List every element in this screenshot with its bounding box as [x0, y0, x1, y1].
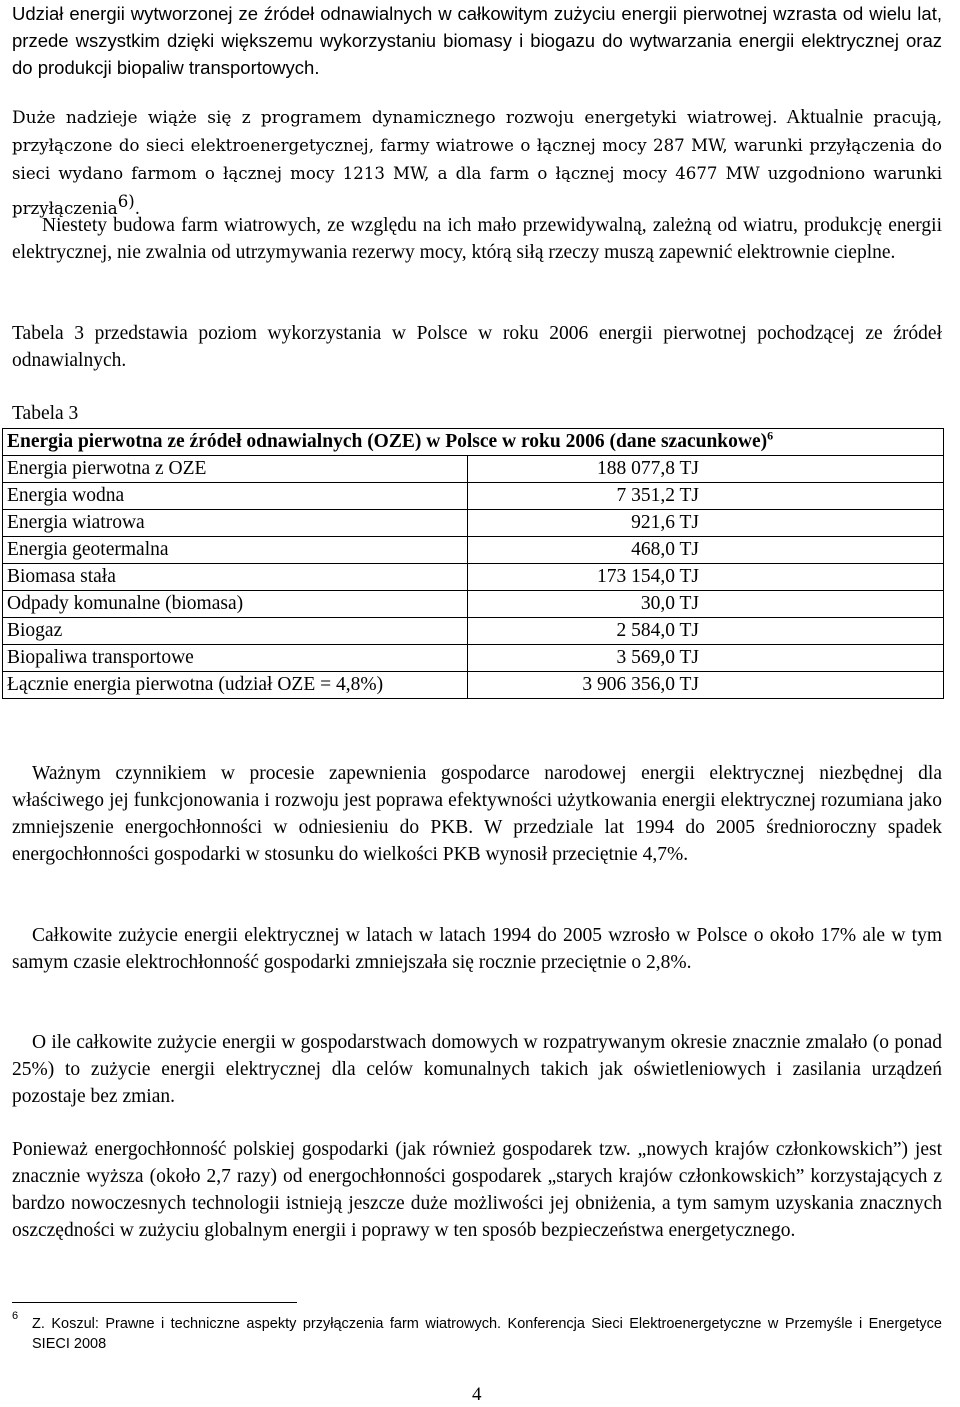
table-cell-label: Biogaz: [3, 618, 468, 645]
oze-energy-table: [2, 428, 944, 699]
paragraph-wind-body: pracują, przyłączone do sieci elektroenergetycznej, farmy wiatrowe o łącznej mocy 287 MW, warunki przyłączenia do sieci wydano farmom o łącznej mocy 1213 MW, a dla farm o łącznej mocy 4677 MW uzgodniono warunki przyłączenia: [12, 108, 943, 219]
paragraph-wind-reserve: Niestety budowa farm wiatrowych, ze względu na ich mało przewidywalną, zależną od wiatru, produkcję energii elektrycznej, nie zwalnia od utrzymywania rezerwy mocy, którą siłą rzeczy muszą zapewnić elektrownie cieplne.: [12, 215, 942, 263]
paragraph-wind-aktualnie: Aktualnie: [777, 107, 864, 128]
paragraph-energy-intensity: Ponieważ energochłonność polskiej gospodarki (jak również gospodarek tzw. „nowych krajów członkowskich”) jest znacznie wyższa (około 2,7 razy) od energochłonności gospodarek „starych krajów członkowskich” korzystających z bardzo nowoczesnych technologii istnieją jeszcze duże możliwości jej obniżenia, a tym samym uzyskania znacznych oszczędności w zużyciu globalnym energii i poprawy w ten sposób bezpieczeństwa energetycznego.: [12, 1139, 942, 1241]
footnote-number: 6: [12, 1310, 19, 1322]
paragraph-wind-energy: [12, 104, 942, 223]
table-cell-label: Energia wiatrowa: [3, 510, 468, 537]
table-row: [3, 645, 944, 672]
table-cell-label: Biomasa stała: [3, 564, 468, 591]
table-header-row: [3, 429, 944, 456]
table-row: [3, 618, 944, 645]
table-row: [3, 537, 944, 564]
table-header-text: Energia pierwotna ze źródeł odnawialnych (OZE) w Polsce w roku 2006 (dane szacunkowe): [7, 431, 768, 452]
document-page: [7, 0, 943, 1407]
table-cell-value: 30,0 TJ: [468, 591, 944, 618]
table-cell-value: 468,0 TJ: [468, 537, 944, 564]
table-row: [3, 510, 944, 537]
paragraph-households: O ile całkowite zużycie energii w gospodarstwach domowych w rozpatrywanym okresie znacznie zmalało (o ponad 25%) to zużycie energii elektrycznej dla celów komunalnych takich jak oświetleniowych i zasilania urządzeń pozostaje bez zmian.: [12, 1032, 942, 1107]
table-header-footnote-ref: 6: [767, 428, 774, 443]
page-number: 4: [472, 1384, 482, 1405]
table-row: [3, 483, 944, 510]
paragraph-efficiency: Ważnym czynnikiem w procesie zapewnienia gospodarce narodowej energii elektrycznej niezbędnej dla właściwego jej funkcjonowania i rozwoju jest poprawa efektywności użytkowania energii elektrycznej rozumiana jako zmniejszenie energochłonności w odniesieniu do PKB. W przedziale lat 1994 do 2005 średnioroczny spadek energochłonności gospodarki w stosunku do wielkości PKB wynosił przeciętnie 4,7%.: [12, 763, 942, 865]
table-header-cell: [3, 429, 944, 456]
paragraph-oze-share: Udział energii wytworzonej ze źródeł odnawialnych w całkowitym zużyciu energii pierwotnej wzrasta od wielu lat, przede wszystkim dzięki większemu wykorzystaniu biomasy i biogazu do wytwarzania energii elektrycznej oraz do produkcji biopaliw transportowych.: [12, 3, 942, 78]
table-row: [3, 591, 944, 618]
table-cell-label: Energia geotermalna: [3, 537, 468, 564]
table-row: [3, 456, 944, 483]
table-cell-value: 3 569,0 TJ: [468, 645, 944, 672]
table-cell-label: Biopaliwa transportowe: [3, 645, 468, 672]
footnote: [12, 1310, 942, 1354]
table-cell-value: 921,6 TJ: [468, 510, 944, 537]
table-caption: Tabela 3: [12, 403, 79, 424]
table-row: [3, 564, 944, 591]
paragraph-wind-lead: Duże nadzieje wiąże się z programem dynamicznego rozwoju energetyki wiatrowej.: [12, 108, 778, 128]
table-cell-label: Energia wodna: [3, 483, 468, 510]
paragraph-consumption: Całkowite zużycie energii elektrycznej w latach w latach 1994 do 2005 wzrosło w Polsce o około 17% ale w tym samym czasie elektrochłonność gospodarki zmniejszała się rocznie przeciętnie o 2,8%.: [12, 925, 942, 973]
table-row-total: [3, 672, 944, 699]
table-cell-value: 7 351,2 TJ: [468, 483, 944, 510]
table-cell-label: Łącznie energia pierwotna (udział OZE = 4,8%): [3, 672, 468, 699]
table-cell-value: 173 154,0 TJ: [468, 564, 944, 591]
footnote-text: Z. Koszul: Prawne i techniczne aspekty przyłączenia farm wiatrowych. Konferencja Sieci Elektroenergetyczne w Przemyśle i Energetyce SIECI 2008: [32, 1316, 942, 1352]
table-cell-label: Energia pierwotna z OZE: [3, 456, 468, 483]
table-cell-value: 3 906 356,0 TJ: [468, 672, 944, 699]
table-cell-value: 188 077,8 TJ: [468, 456, 944, 483]
footnote-separator: [12, 1302, 297, 1303]
table-cell-label: Odpady komunalne (biomasa): [3, 591, 468, 618]
footnote-ref: 6): [117, 192, 135, 211]
table-cell-value: 2 584,0 TJ: [468, 618, 944, 645]
paragraph-wind-end: .: [134, 199, 141, 219]
paragraph-table-intro: Tabela 3 przedstawia poziom wykorzystania w Polsce w roku 2006 energii pierwotnej pochodzącej ze źródeł odnawialnych.: [12, 323, 942, 371]
